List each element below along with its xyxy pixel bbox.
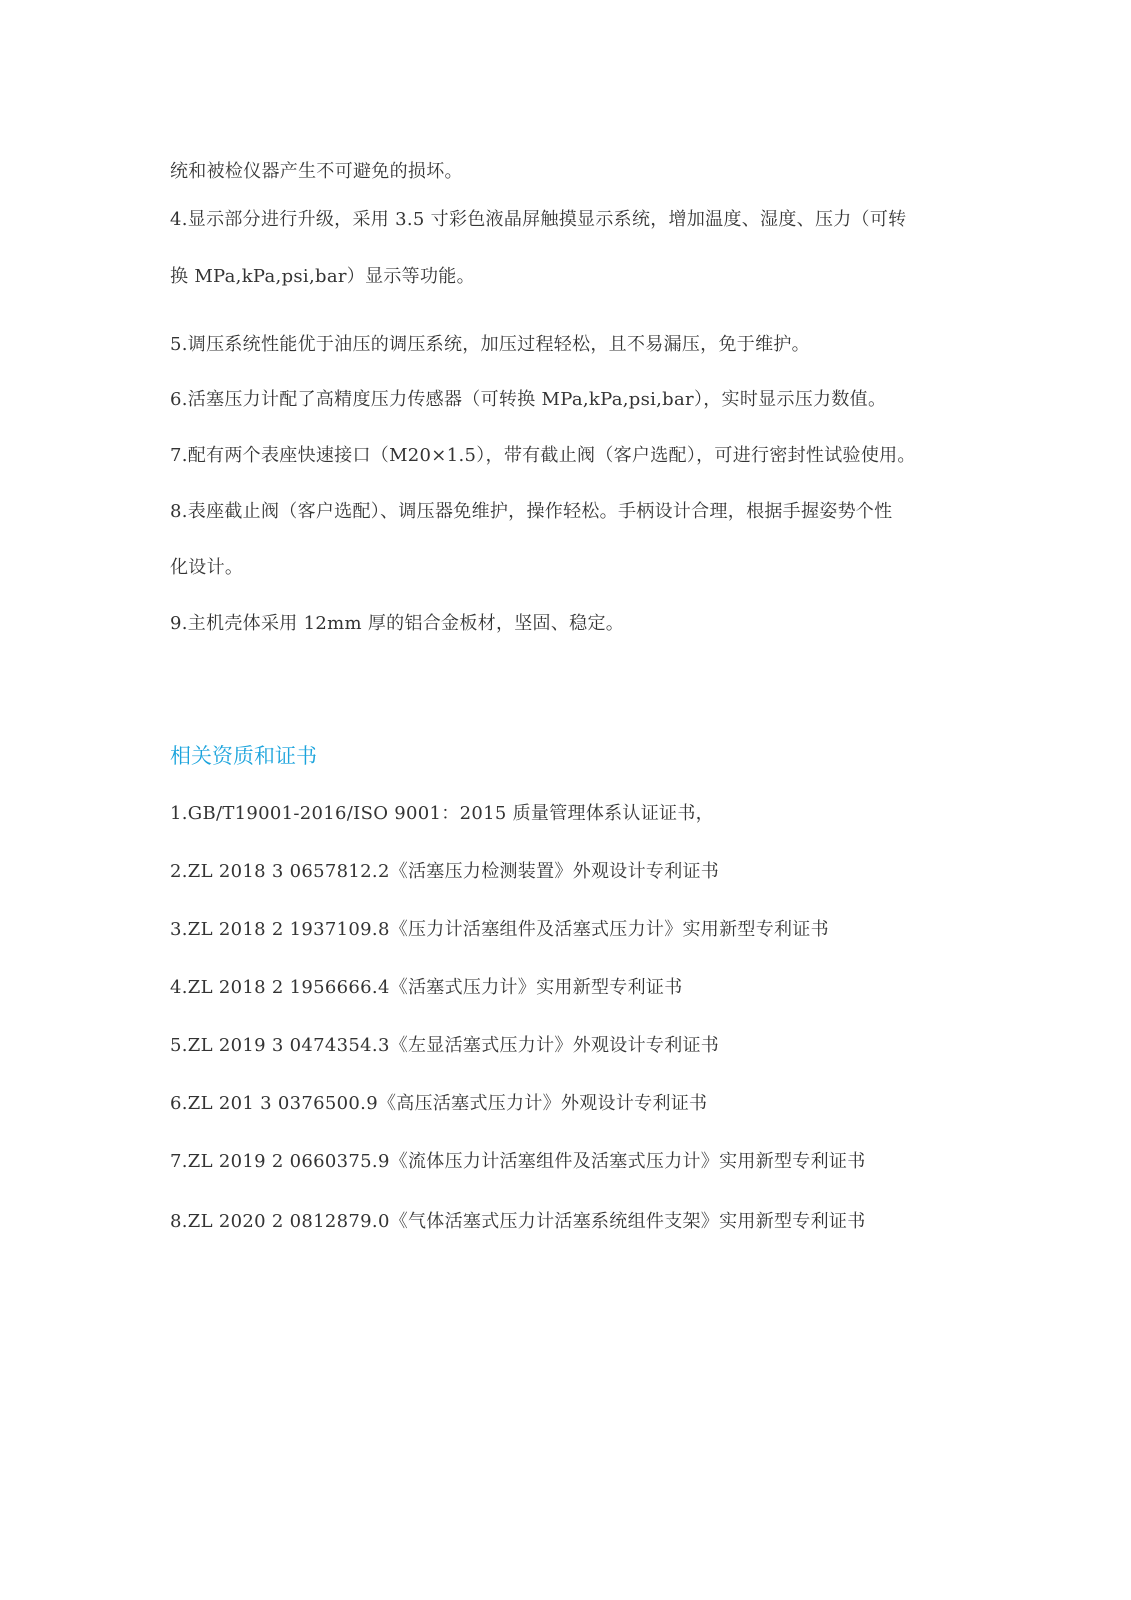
feature-line: 6.活塞压力计配了高精度压力传感器（可转换 MPa,kPa,psi,bar），实时显示压力数值。 — [170, 389, 887, 410]
feature-line: 9.主机壳体采用 12mm 厚的铝合金板材，坚固、稳定。 — [170, 613, 625, 634]
feature-line: 7.配有两个表座快速接口（M20×1.5），带有截止阀（客户选配），可进行密封性试验使用。 — [170, 445, 916, 466]
feature-line: 5.调压系统性能优于油压的调压系统，加压过程轻松，且不易漏压，免于维护。 — [170, 334, 810, 355]
feature-line: 换 MPa,kPa,psi,bar）显示等功能。 — [170, 266, 475, 287]
certificate-item: 1.GB/T19001-2016/ISO 9001：2015 质量管理体系认证证书， — [170, 803, 714, 824]
certificate-item: 8.ZL 2020 2 0812879.0《气体活塞式压力计活塞系统组件支架》实用新型专利证书 — [170, 1211, 866, 1232]
certificate-item: 3.ZL 2018 2 1937109.8《压力计活塞组件及活塞式压力计》实用新型专利证书 — [170, 919, 829, 940]
feature-line: 统和被检仪器产生不可避免的损坏。 — [170, 161, 463, 182]
certificate-item: 4.ZL 2018 2 1956666.4《活塞式压力计》实用新型专利证书 — [170, 977, 683, 998]
certificate-item: 2.ZL 2018 3 0657812.2《活塞压力检测装置》外观设计专利证书 — [170, 861, 720, 882]
feature-line: 4.显示部分进行升级，采用 3.5 寸彩色液晶屏触摸显示系统，增加温度、湿度、压力（可转 — [170, 209, 907, 230]
certificates-heading: 相关资质和证书 — [170, 744, 317, 768]
certificate-item: 5.ZL 2019 3 0474354.3《左显活塞式压力计》外观设计专利证书 — [170, 1035, 720, 1056]
certificate-item: 6.ZL 201 3 0376500.9《高压活塞式压力计》外观设计专利证书 — [170, 1093, 708, 1114]
feature-line: 化设计。 — [170, 557, 244, 578]
feature-line: 8.表座截止阀（客户选配）、调压器免维护，操作轻松。手柄设计合理，根据手握姿势个性 — [170, 501, 893, 522]
certificate-item: 7.ZL 2019 2 0660375.9《流体压力计活塞组件及活塞式压力计》实用新型专利证书 — [170, 1151, 866, 1172]
